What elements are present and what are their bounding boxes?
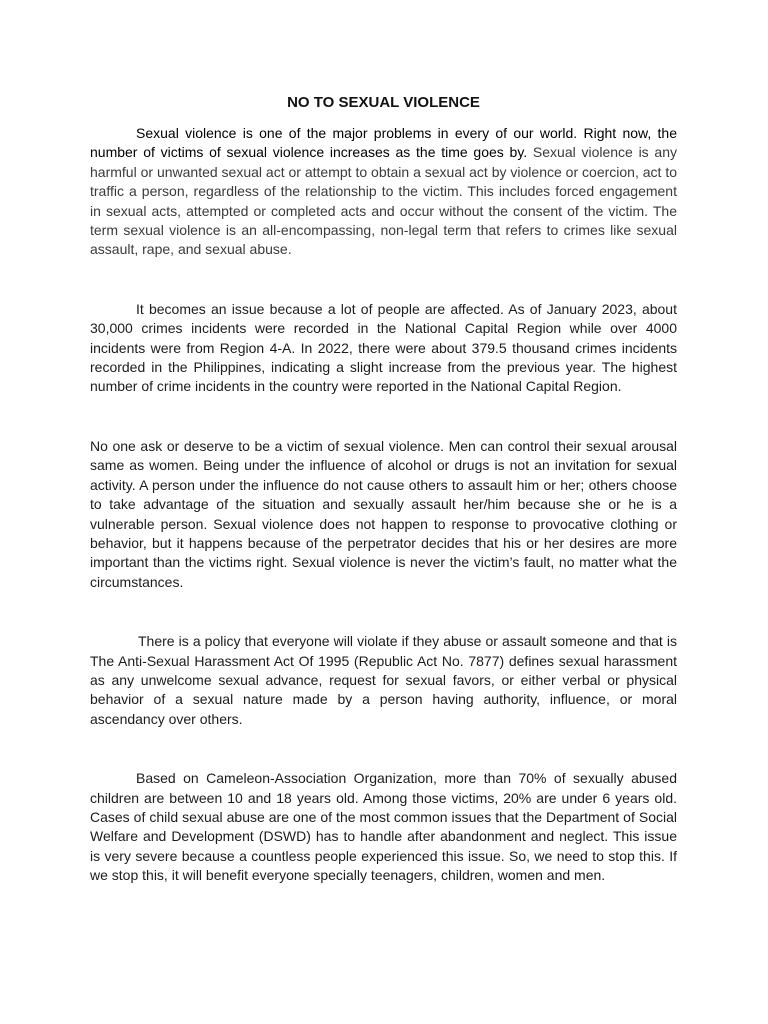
document-page — [90, 94, 677, 886]
paragraph-1-rest: Sexual violence is any harmful or unwanted sexual act or attempt to obtain a sexual act by violence or coercion, act to traffic a person, regardless of the relationship to the victim. This includes forced engagement in sexual acts, attempted or completed acts and occur without the consent of the victim. The term sexual violence is an all-encompassing, non-legal term that refers to crimes like sexual assault, rape, and sexual abuse. — [90, 144, 677, 258]
paragraph-2: It becomes an issue because a lot of people are affected. As of January 2023, about 30,000 crimes incidents were recorded in the National Capital Region while over 4000 incidents were from Region 4-A. In 2022, there were about 379.5 thousand crimes incidents recorded in the Philippines, indicating a slight increase from the previous year. The highest number of crime incidents in the country were reported in the National Capital Region. — [90, 300, 677, 395]
paragraph-1-lead: Sexual violence is one of the major problems in every of our world. Right now, the number of victims of sexual violence increases as the time goes by. — [90, 125, 677, 161]
paragraph-3: No one ask or deserve to be a victim of sexual violence. Men can control their sexual arousal same as women. Being under the influence of alcohol or drugs is not an invitation for sexual activity. A person under the influence do not cause others to assault him or her; others choose to take advantage of the situation and sexually assault her/him because she or he is a vulnerable person. Sexual violence does not happen to response to provocative clothing or behavior, but it happens because of the perpetrator decides that his or her desires are more important than the victims right. Sexual violence is never the victim’s fault, no matter what the circumstances. — [90, 437, 677, 590]
paragraph-1 — [90, 124, 677, 260]
document-title: NO TO SEXUAL VIOLENCE — [287, 94, 480, 111]
paragraph-4: There is a policy that everyone will violate if they abuse or assault someone and that is The Anti-Sexual Harassment Act Of 1995 (Republic Act No. 7877) defines sexual harassment as any unwelcome sexual advance, request for sexual favors, or either verbal or physical behavior of a sexual nature made by a person having authority, influence, or moral ascendancy over others. — [90, 633, 677, 727]
paragraph-5: Based on Cameleon-Association Organization, more than 70% of sexually abused children are between 10 and 18 years old. Among those victims, 20% are under 6 years old. Cases of child sexual abuse are one of the most common issues that the Department of Social Welfare and Development (DSWD) has to handle after abandonment and neglect. This issue is very severe because a countless people experienced this issue. So, we need to stop this. If we stop this, it will benefit everyone specially teenagers, children, women and men. — [90, 770, 677, 884]
